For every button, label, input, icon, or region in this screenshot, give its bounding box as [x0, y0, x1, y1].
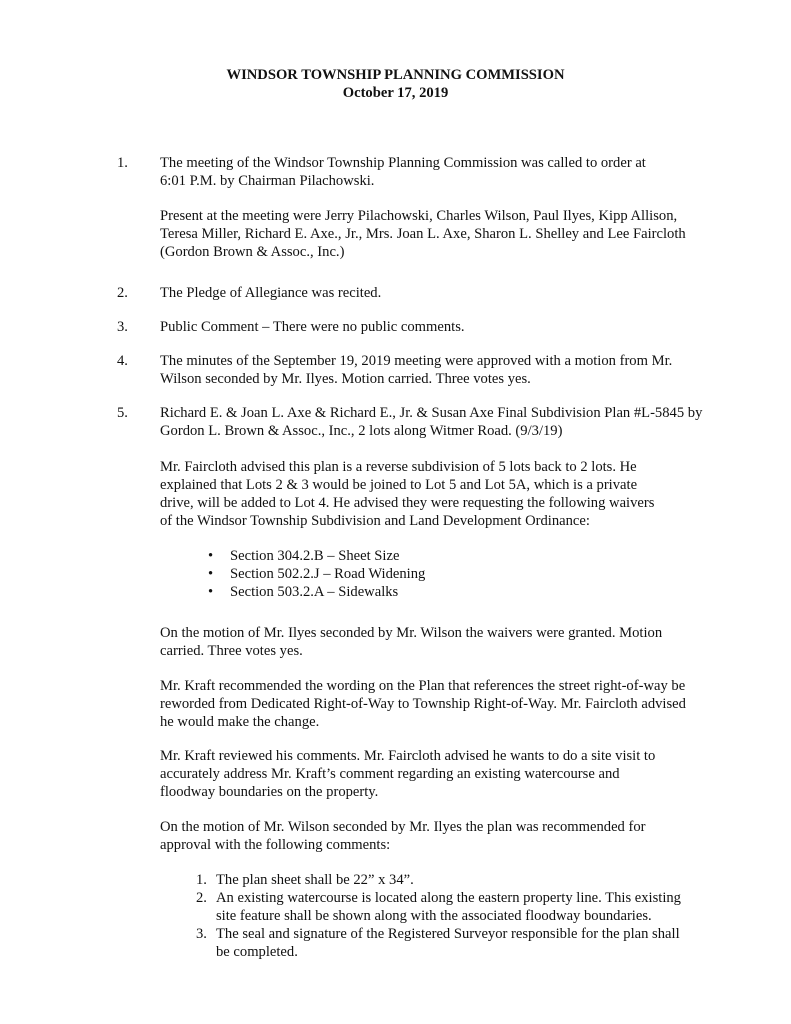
item-number: 4. — [117, 353, 128, 369]
item-number: 2. — [117, 285, 128, 301]
bullet-icon: • — [208, 566, 214, 582]
item-number: 3. — [117, 319, 128, 335]
item-5-kraft-review: Mr. Kraft reviewed his comments. Mr. Faircloth advised he wants to do a site visit to accurately address Mr. Kraft’s comment regarding an existing watercourse and floodway boundaries on the property. — [160, 748, 656, 800]
waiver-item: • Section 502.2.J – Road Widening — [208, 566, 426, 582]
meeting-date: October 17, 2019 — [342, 85, 449, 101]
comment-item: 1. The plan sheet shall be 22” x 34”. — [196, 872, 414, 888]
comment-item: 2. An existing watercourse is located along the eastern property line. This existing site feature shall be shown along with the associated floodway boundaries. — [196, 890, 681, 924]
item-2-pledge: The Pledge of Allegiance was recited. — [160, 285, 382, 301]
item-5-kraft-recommendation: Mr. Kraft recommended the wording on the Plan that references the street right-of-way be reworded from Dedicated Right-of-Way to Township Right-of-Way. Mr. Faircloth advised he would make the change. — [160, 678, 686, 730]
item-5-waivers-granted: On the motion of Mr. Ilyes seconded by Mr. Wilson the waivers were granted. Motion carried. Three votes yes. — [160, 625, 663, 659]
approval-comments-list — [196, 871, 696, 961]
item-number: 5. — [117, 405, 128, 421]
document-title: WINDSOR TOWNSHIP PLANNING COMMISSION — [226, 67, 565, 83]
item-1-call-to-order: The meeting of the Windsor Township Planning Commission was called to order at 6:01 P.M. by Chairman Pilachowski. — [160, 155, 646, 189]
item-5-plan-title: Richard E. & Joan L. Axe & Richard E., Jr. & Susan Axe Final Subdivision Plan #L-5845 by Gordon L. Brown & Assoc., Inc., 2 lots along Witmer Road. (9/3/19) — [160, 405, 703, 439]
bullet-icon: • — [208, 584, 214, 600]
item-5-faircloth-summary: Mr. Faircloth advised this plan is a reverse subdivision of 5 lots back to 2 lots. He explained that Lots 2 & 3 would be joined to Lot 5 and Lot 5A, which is a private drive, will be added to Lot 4. He advised they were requesting the following waivers of the Windsor Township Subdivision and Land Development Ordinance: — [160, 459, 655, 529]
comment-item: 3. The seal and signature of the Registered Surveyor responsible for the plan shall be completed. — [196, 926, 680, 960]
bullet-icon: • — [208, 548, 214, 564]
item-5-approval-motion: On the motion of Mr. Wilson seconded by Mr. Ilyes the plan was recommended for approval with the following comments: — [160, 819, 646, 853]
waiver-list — [208, 547, 608, 601]
waiver-item: • Section 304.2.B – Sheet Size — [208, 548, 400, 564]
item-number: 1. — [117, 155, 128, 171]
item-4-minutes-approval: The minutes of the September 19, 2019 meeting were approved with a motion from Mr. Wilson seconded by Mr. Ilyes. Motion carried. Three votes yes. — [160, 353, 673, 387]
item-1-attendance: Present at the meeting were Jerry Pilachowski, Charles Wilson, Paul Ilyes, Kipp Allison, Teresa Miller, Richard E. Axe., Jr., Mrs. Joan L. Axe, Sharon L. Shelley and Lee Faircloth (Gordon Brown & Assoc., Inc.) — [160, 208, 686, 260]
item-3-public-comment: Public Comment – There were no public comments. — [160, 319, 465, 335]
waiver-item: • Section 503.2.A – Sidewalks — [208, 584, 399, 600]
document-header — [0, 66, 791, 102]
